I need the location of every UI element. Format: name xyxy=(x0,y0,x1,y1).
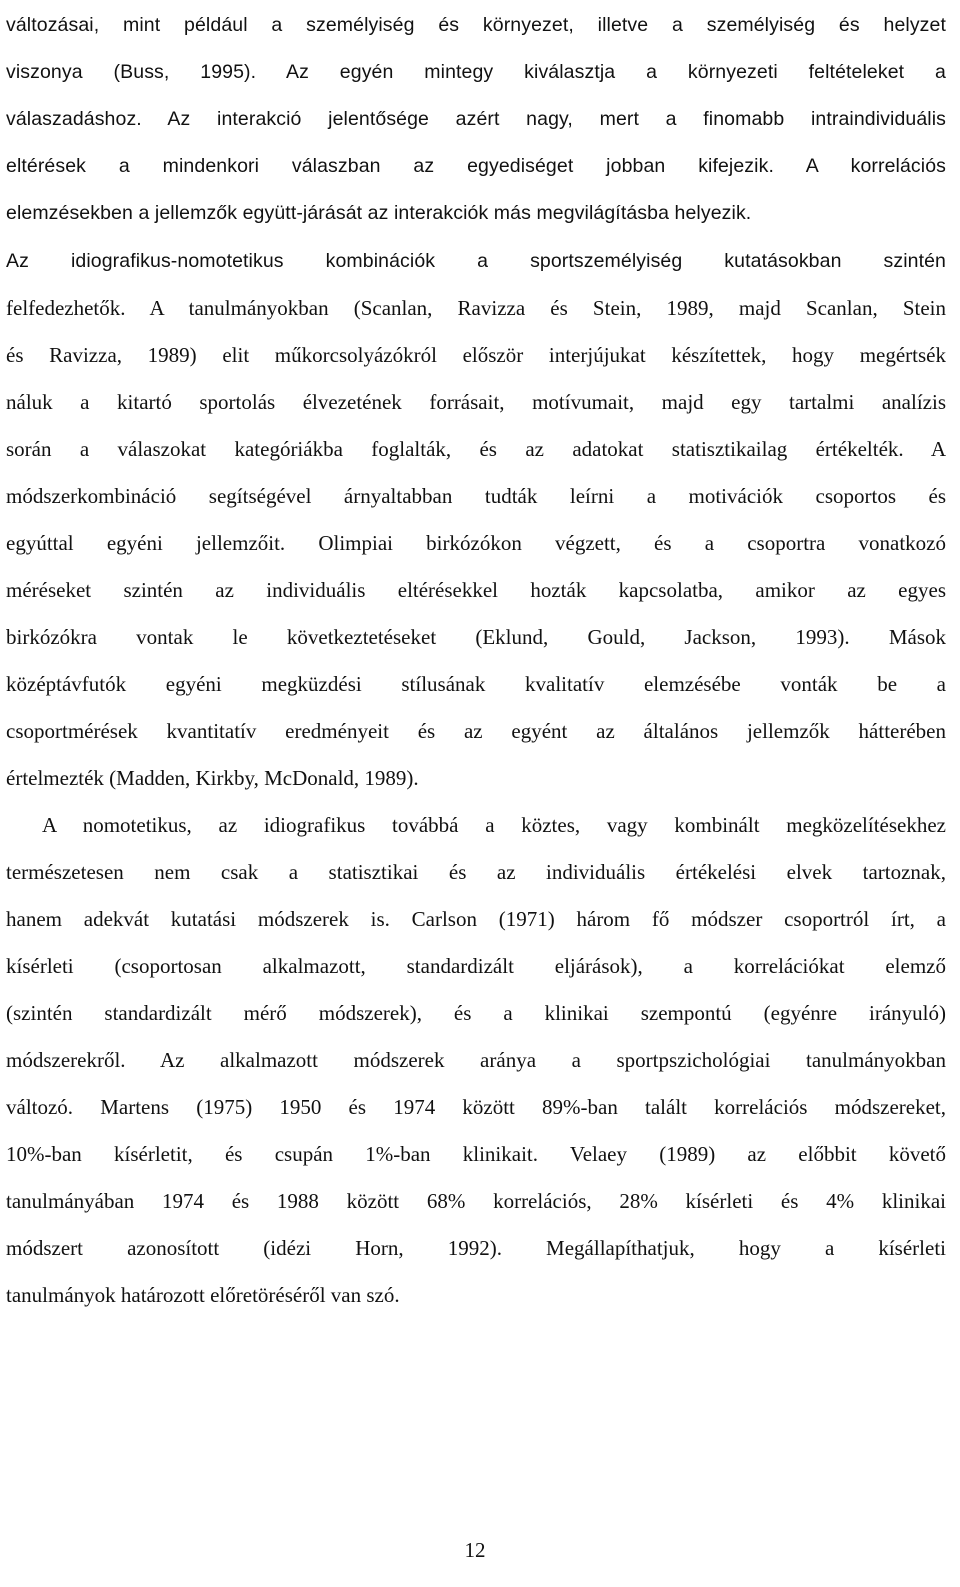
text-line: egyúttal egyéni jellemzőit. Olimpiai birkózókon végzett, és a csoportra vonatkozó xyxy=(6,531,946,555)
text-line: náluk a kitartó sportolás élvezetének forrásait, motívumait, majd egy tartalmi analízis xyxy=(6,390,946,414)
text-line: csoportmérések kvantitatív eredményeit és az egyént az általános jellemzők hátterében xyxy=(6,719,946,743)
text-line: tanulmányok határozott előretöréséről van szó. xyxy=(6,1283,400,1307)
text-line: válaszadáshoz. Az interakció jelentősége azért nagy, mert a finomabb intraindividuális xyxy=(6,108,946,130)
text-line: tanulmányában 1974 és 1988 között 68% korrelációs, 28% kísérleti és 4% klinikai xyxy=(6,1189,946,1213)
text-line: viszonya (Buss, 1995). Az egyén mintegy kiválasztja a környezeti feltételeket a xyxy=(6,61,946,83)
text-line: értelmezték (Madden, Kirkby, McDonald, 1989). xyxy=(6,766,419,790)
text-line: hanem adekvát kutatási módszerek is. Carlson (1971) három fő módszer csoportról írt, a xyxy=(6,907,946,931)
text-line: birkózókra vontak le következtetéseket (Eklund, Gould, Jackson, 1993). Mások xyxy=(6,625,946,649)
text-line: módszerkombináció segítségével árnyaltabban tudták leírni a motivációk csoportos és xyxy=(6,484,946,508)
page-number-text: 12 xyxy=(464,1538,486,1562)
text-line: kísérleti (csoportosan alkalmazott, standardizált eljárások), a korrelációkat elemző xyxy=(6,954,946,978)
text-line: természetesen nem csak a statisztikai és az individuális értékelési elvek tartoznak, xyxy=(6,860,946,884)
text-line: változásai, mint például a személyiség és környezet, illetve a személyiség és helyzet xyxy=(6,14,946,36)
text-line: és Ravizza, 1989) elit műkorcsolyázókról először interjújukat készítettek, hogy megértsék xyxy=(6,343,946,367)
text-line: változó. Martens (1975) 1950 és 1974 között 89%-ban talált korrelációs módszereket, xyxy=(6,1095,946,1119)
text-line: módszert azonosított (idézi Horn, 1992). Megállapíthatjuk, hogy a kísérleti xyxy=(6,1236,946,1260)
text-line: eltérések a mindenkori válaszban az egyediséget jobban kifejezik. A korrelációs xyxy=(6,155,946,177)
paragraph-1 xyxy=(6,2,946,237)
text-line: felfedezhetők. A tanulmányokban (Scanlan, Ravizza és Stein, 1989, majd Scanlan, Stein xyxy=(6,296,946,320)
text-line: Az idiografikus-nomotetikus kombinációk a sportszemélyiség kutatásokban szintén xyxy=(6,250,946,272)
paragraph-2 xyxy=(6,238,946,802)
text-line: elemzésekben a jellemzők együtt-járását az interakciók más megvilágításba helyezik. xyxy=(6,202,752,224)
page-number xyxy=(0,1538,960,1563)
text-line: középtávfutók egyéni megküzdési stílusának kvalitatív elemzésébe vonták be a xyxy=(6,672,946,696)
text-line: 10%-ban kísérletit, és csupán 1%-ban klinikait. Velaey (1989) az előbbit követő xyxy=(6,1142,946,1166)
paragraph-3 xyxy=(6,802,946,1319)
text-line: méréseket szintén az individuális eltérésekkel hozták kapcsolatba, amikor az egyes xyxy=(6,578,946,602)
text-line: során a válaszokat kategóriákba foglalták, és az adatokat statisztikailag értékelték. A xyxy=(6,437,946,461)
text-line: módszerekről. Az alkalmazott módszerek aránya a sportpszichológiai tanulmányokban xyxy=(6,1048,946,1072)
text-line: (szintén standardizált mérő módszerek), és a klinikai szempontú (egyénre irányuló) xyxy=(6,1001,946,1025)
text-line: A nomotetikus, az idiografikus továbbá a köztes, vagy kombinált megközelítésekhez xyxy=(42,813,946,837)
